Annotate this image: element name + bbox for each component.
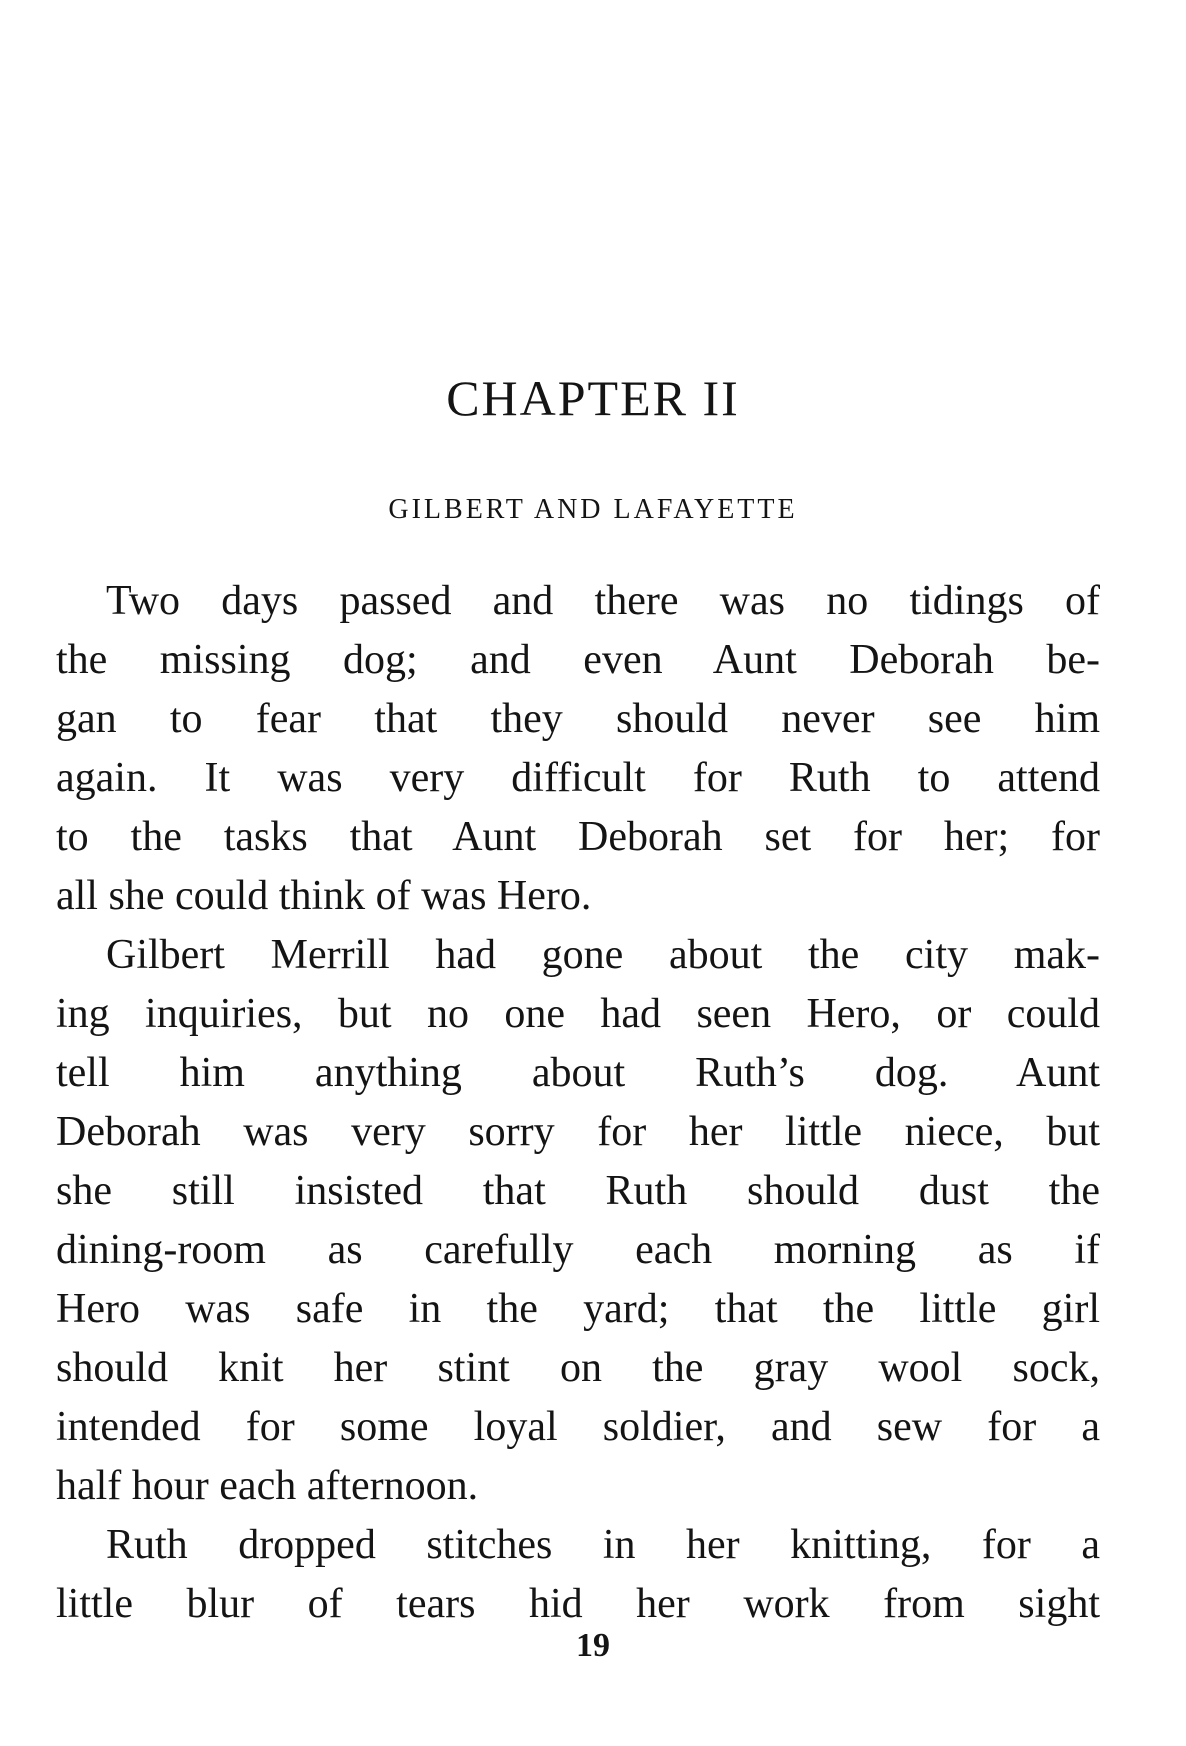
text-line: intended for some loyal soldier, and sew for a xyxy=(56,1404,1100,1450)
page-number: 19 xyxy=(576,1627,610,1664)
text-line: tell him anything about Ruth’s dog. Aunt xyxy=(56,1050,1100,1096)
chapter-subtitle: GILBERT AND LAFAYETTE xyxy=(388,494,798,525)
text-line: Hero was safe in the yard; that the little girl xyxy=(56,1286,1100,1332)
body-text xyxy=(56,572,1100,1634)
text-line: half hour each afternoon. xyxy=(56,1463,479,1509)
chapter-title: CHAPTER II xyxy=(446,370,740,426)
text-line: again. It was very difficult for Ruth to attend xyxy=(56,755,1100,801)
text-line: Ruth dropped stitches in her knitting, for a xyxy=(106,1522,1100,1568)
text-line: gan to fear that they should never see him xyxy=(56,696,1100,742)
text-line: Deborah was very sorry for her little niece, but xyxy=(56,1109,1100,1155)
text-line: ing inquiries, but no one had seen Hero, or could xyxy=(56,991,1100,1037)
text-line: to the tasks that Aunt Deborah set for her; for xyxy=(56,814,1100,860)
text-line: should knit her stint on the gray wool sock, xyxy=(56,1345,1100,1391)
text-line: all she could think of was Hero. xyxy=(56,873,592,919)
text-line: the missing dog; and even Aunt Deborah be- xyxy=(56,637,1100,683)
text-line: dining-room as carefully each morning as if xyxy=(56,1227,1100,1273)
text-line: Gilbert Merrill had gone about the city mak- xyxy=(106,932,1100,978)
text-line: Two days passed and there was no tidings of xyxy=(106,578,1100,624)
text-line: she still insisted that Ruth should dust the xyxy=(56,1168,1100,1214)
text-line: little blur of tears hid her work from sight xyxy=(56,1581,1100,1627)
